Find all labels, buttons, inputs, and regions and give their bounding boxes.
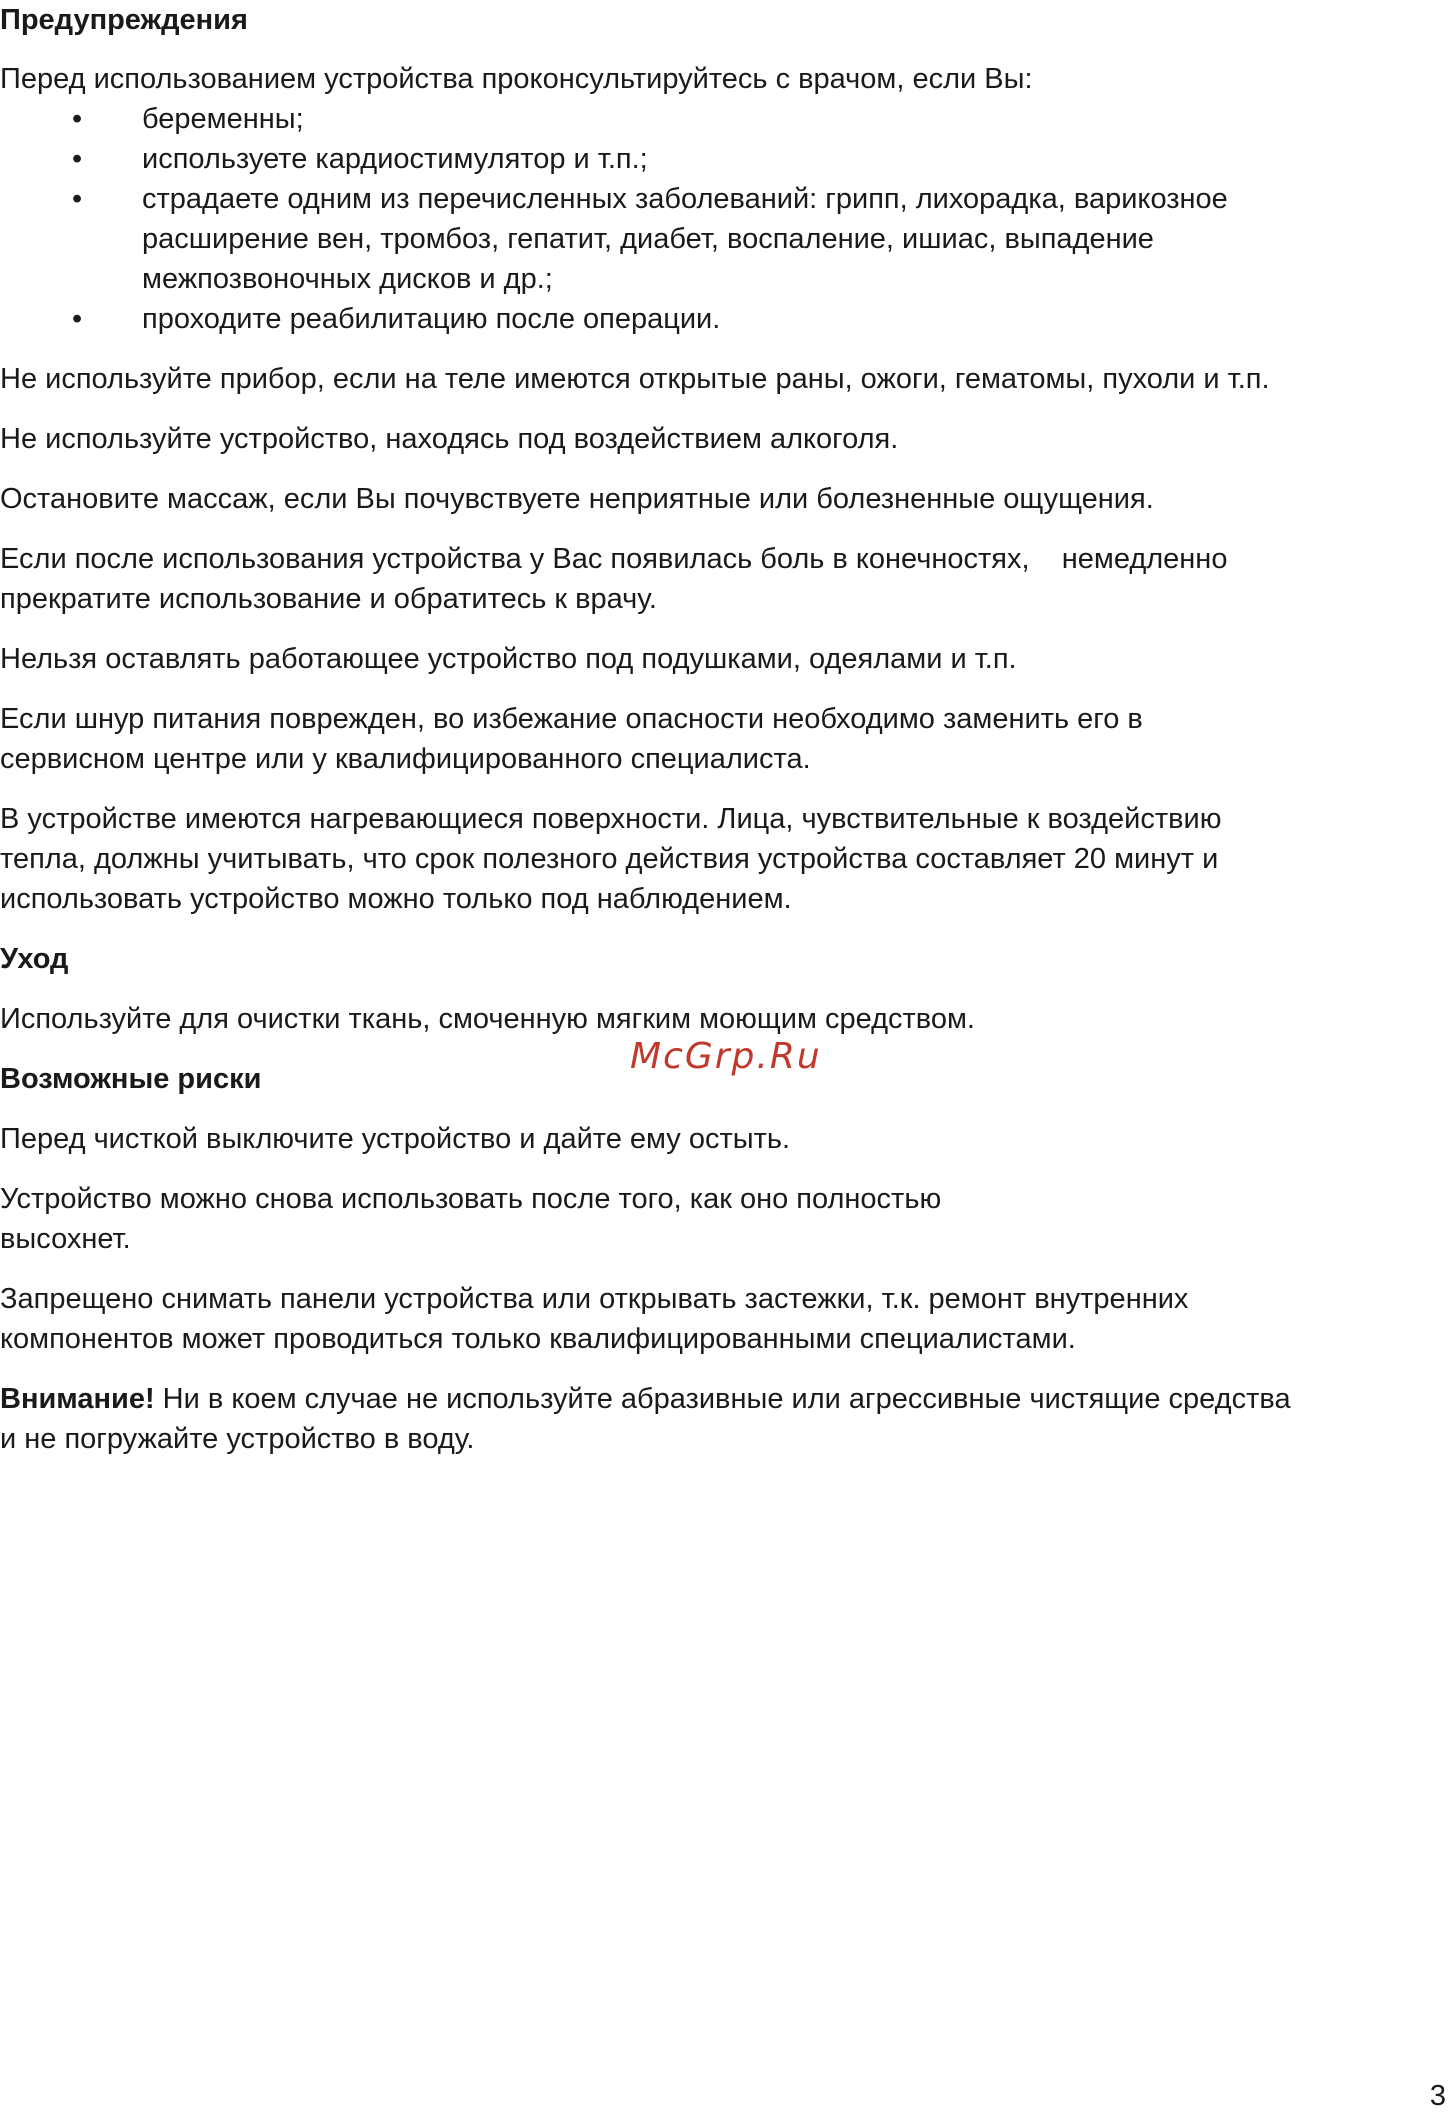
warnings-intro: Перед использованием устройства проконсультируйтесь с врачом, если Вы: [0, 63, 1033, 95]
paragraph: Остановите массаж, если Вы почувствуете неприятные или болезненные ощущения. [0, 483, 1154, 515]
paragraph: Перед чисткой выключите устройство и дайте ему остыть. [0, 1123, 791, 1155]
attention-label: Внимание! [0, 1383, 155, 1415]
paragraph: Если после использования устройства у Вас появилась боль в конечностях, немедленно прекратите использование и обратитесь к врачу. [0, 543, 1228, 615]
warnings-heading: Предупреждения [0, 4, 248, 36]
attention-paragraph: Внимание! Ни в коем случае не используйте абразивные или агрессивные чистящие средства и не погружайте устройство в воду. [0, 1383, 1291, 1455]
list-item: • используете кардиостимулятор и т.п.; [0, 139, 1445, 179]
paragraph: Не используйте устройство, находясь под воздействием алкоголя. [0, 423, 899, 455]
watermark-logo: McGrp.Ru [630, 1036, 822, 1077]
paragraph: В устройстве имеются нагревающиеся поверхности. Лица, чувствительные к воздействию тепла, должны учитывать, что срок полезного действия устройства составляет 20 минут и использовать устройство можно только под наблюдением. [0, 803, 1222, 915]
paragraph: Не используйте прибор, если на теле имеются открытые раны, ожоги, гематомы, пухоли и т.п. [0, 363, 1270, 395]
bullet-icon: • [72, 183, 83, 215]
risks-heading: Возможные риски [0, 1063, 262, 1095]
paragraph: Если шнур питания поврежден, во избежание опасности необходимо заменить его в сервисном центре или у квалифицированного специалиста. [0, 703, 1143, 775]
page-number: 3 [1429, 2080, 1446, 2112]
bullet-icon: • [72, 303, 83, 335]
paragraph: Запрещено снимать панели устройства или открывать застежки, т.к. ремонт внутренних компонентов может проводиться только квалифицированными специалистами. [0, 1283, 1189, 1355]
warnings-list [0, 99, 1445, 339]
list-item: • страдаете одним из перечисленных заболеваний: грипп, лихорадка, варикозное расширение вен, тромбоз, гепатит, диабет, воспаление, ишиас, выпадение межпозвоночных дисков и др.; [0, 179, 1445, 299]
paragraph: Нельзя оставлять работающее устройство под подушками, одеялами и т.п. [0, 643, 1017, 675]
list-item: • проходите реабилитацию после операции. [0, 299, 1445, 339]
care-heading: Уход [0, 943, 69, 975]
bullet-icon: • [72, 143, 83, 175]
bullet-icon: • [72, 103, 83, 135]
paragraph: Используйте для очистки ткань, смоченную мягким моющим средством. [0, 1003, 975, 1035]
paragraph: Устройство можно снова использовать после того, как оно полностью высохнет. [0, 1183, 942, 1255]
list-item: • беременны; [0, 99, 1445, 139]
